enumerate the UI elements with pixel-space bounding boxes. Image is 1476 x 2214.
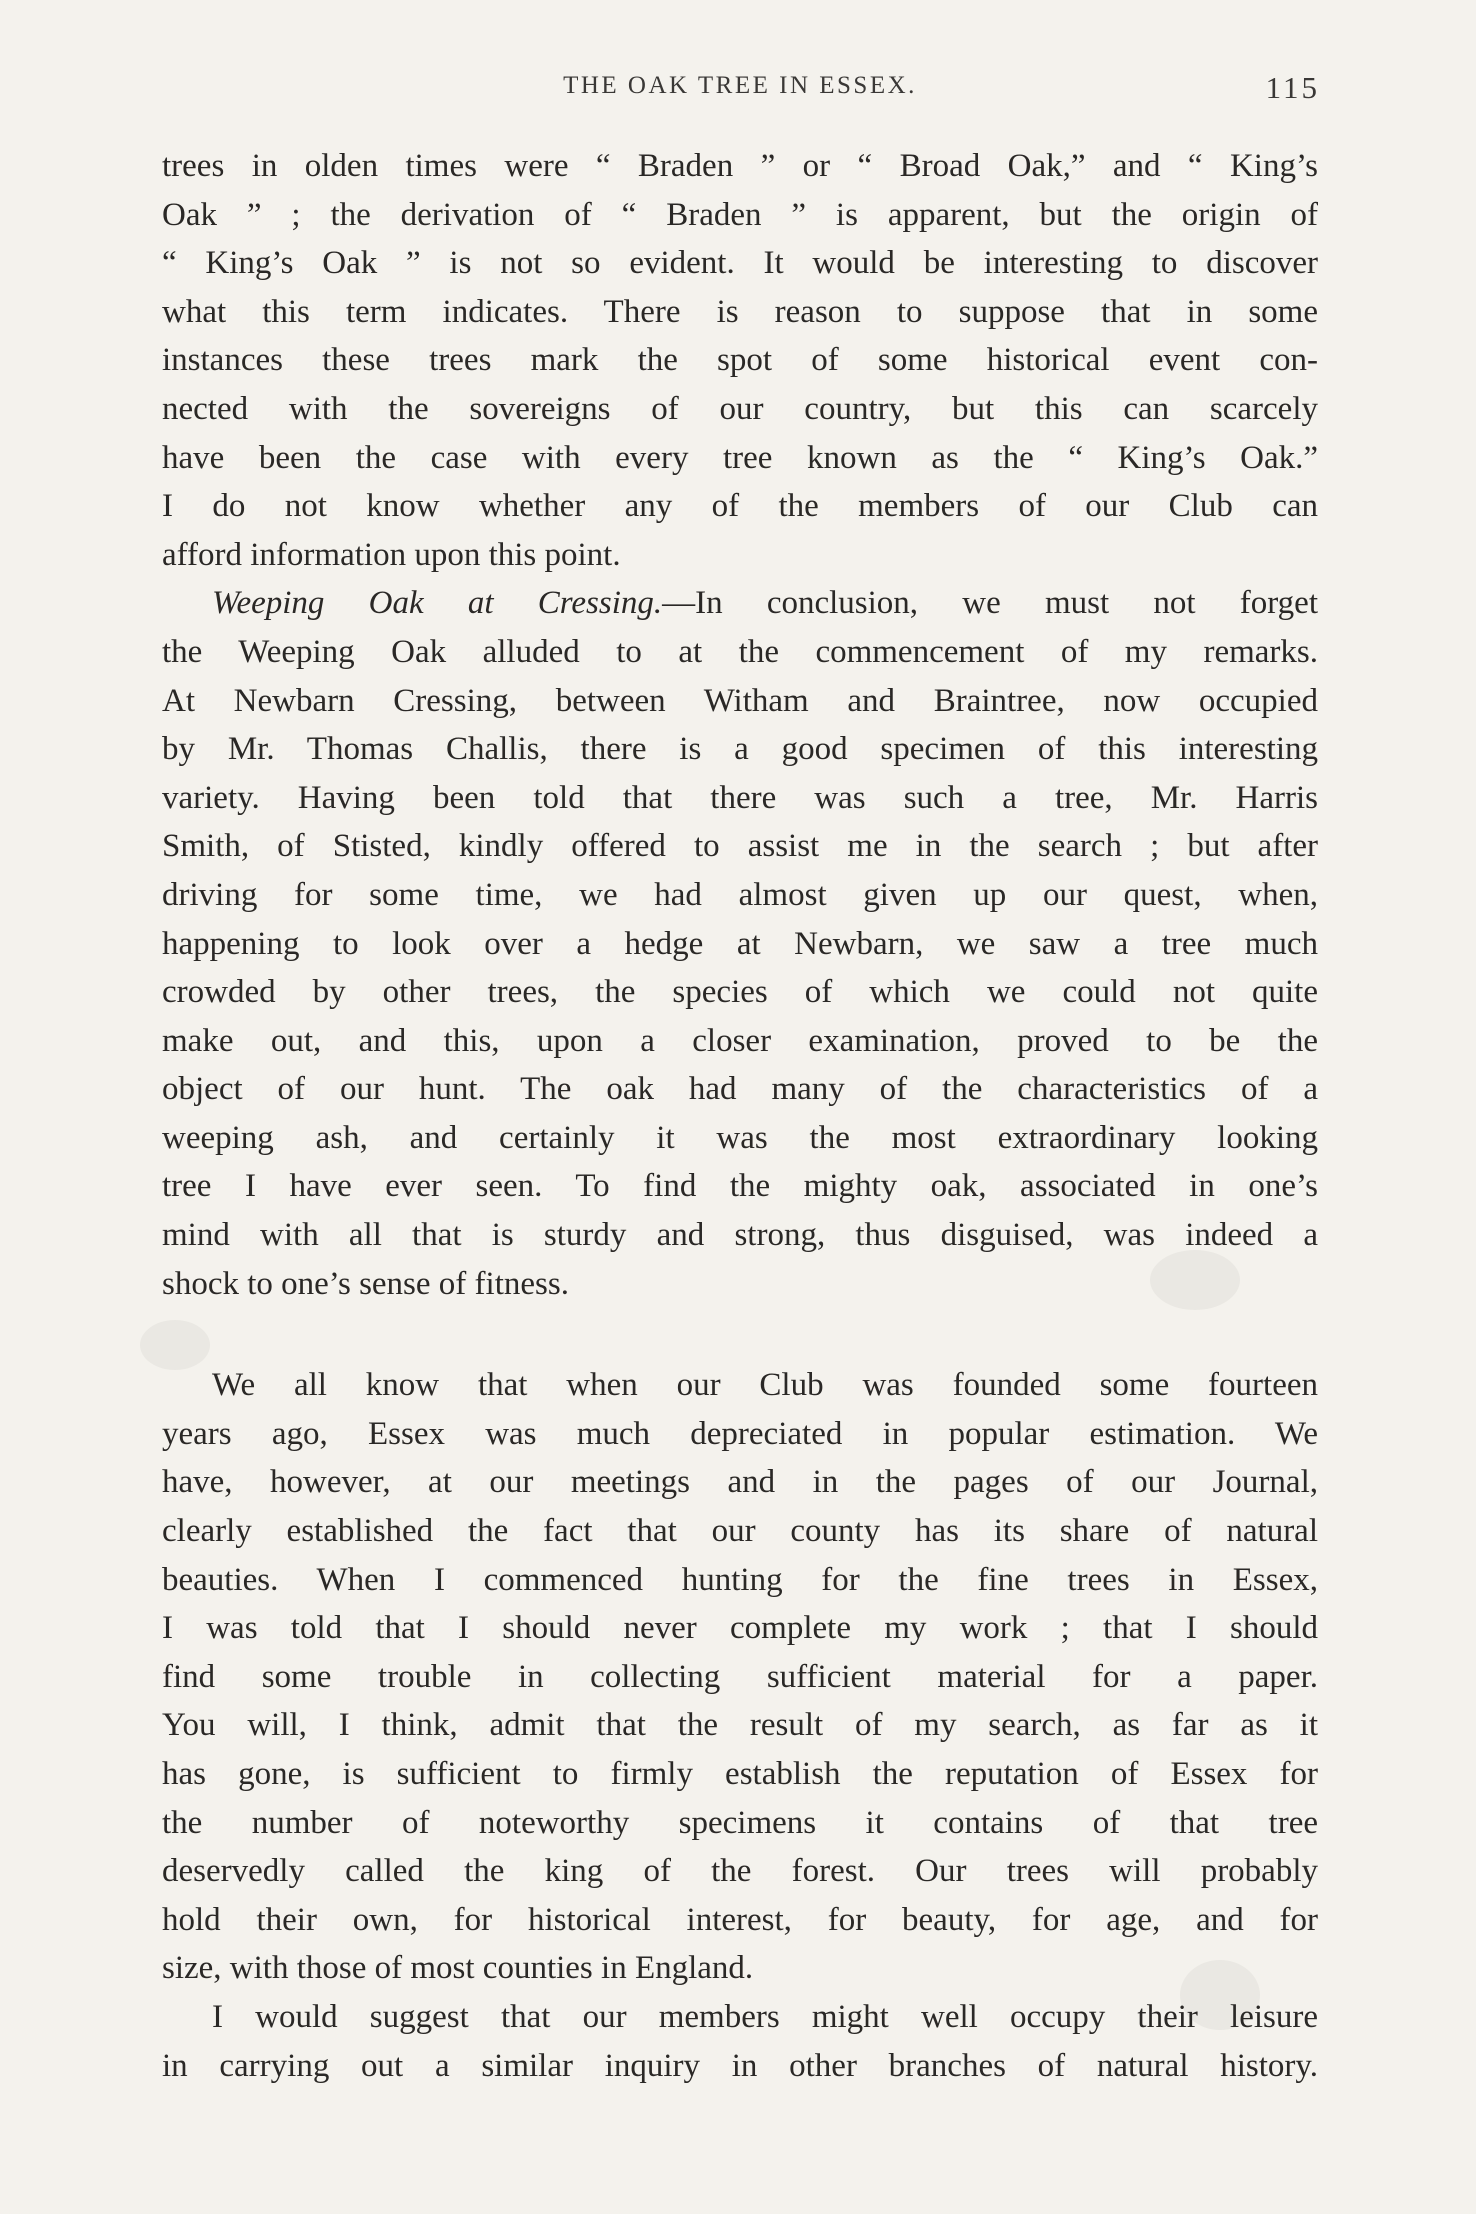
text-line: have been the case with every tree known as the “ King’s Oak.” (162, 439, 1318, 476)
text-line: afford information upon this point. (162, 536, 621, 573)
text-line: Oak ” ; the derivation of “ Braden ” is apparent, but the origin of (162, 196, 1318, 233)
paragraph-essex-reputation (162, 1361, 1318, 1993)
text-line: make out, and this, upon a closer examination, proved to be the (162, 1022, 1318, 1059)
text-line: Smith, of Stisted, kindly offered to assist me in the search ; but after (162, 828, 1318, 865)
text-line: what this term indicates. There is reason to suppose that in some (162, 293, 1318, 330)
text-fragment: —In conclusion, we must not forget (662, 585, 1318, 622)
text-line: by Mr. Thomas Challis, there is a good specimen of this interesting (162, 731, 1318, 768)
section-break (162, 1308, 1318, 1361)
text-line: size, with those of most counties in England. (162, 1950, 754, 1987)
text-line: deservedly called the king of the forest. Our trees will probably (162, 1853, 1318, 1890)
section-heading-weeping-oak: Weeping Oak at Cressing. (212, 585, 663, 622)
paragraph-kings-oak (162, 142, 1318, 579)
text-line: shock to one’s sense of fitness. (162, 1265, 569, 1302)
body-text (162, 142, 1318, 2090)
text-line: the number of noteworthy specimens it contains of that tree (162, 1804, 1318, 1841)
text-line: hold their own, for historical interest, for beauty, for age, and for (162, 1901, 1318, 1938)
running-head (160, 72, 1320, 112)
text-line: I was told that I should never complete my work ; that I should (162, 1610, 1318, 1647)
text-line: nected with the sovereigns of our country, but this can scarcely (162, 390, 1318, 427)
text-line: years ago, Essex was much depreciated in popular estimation. We (162, 1415, 1318, 1452)
text-line: the Weeping Oak alluded to at the commencement of my remarks. (162, 633, 1318, 670)
text-line: instances these trees mark the spot of some historical event con- (162, 342, 1318, 379)
text-line: At Newbarn Cressing, between Witham and Braintree, now occupied (162, 682, 1318, 719)
text-line: We all know that when our Club was founded some fourteen (212, 1367, 1318, 1404)
paragraph-weeping-oak (162, 579, 1318, 1308)
text-line: trees in olden times were “ Braden ” or “ Broad Oak,” and “ King’s (162, 148, 1318, 184)
text-line: variety. Having been told that there was such a tree, Mr. Harris (162, 779, 1318, 816)
text-line: You will, I think, admit that the result of my search, as far as it (162, 1707, 1318, 1744)
page-number: 115 (1265, 70, 1320, 105)
text-line: happening to look over a hedge at Newbarn, we saw a tree much (162, 925, 1318, 962)
text-line: crowded by other trees, the species of which we could not quite (162, 974, 1318, 1011)
text-line: clearly established the fact that our county has its share of natural (162, 1513, 1318, 1550)
text-line: weeping ash, and certainly it was the most extraordinary looking (162, 1119, 1318, 1156)
text-line: driving for some time, we had almost given up our quest, when, (162, 876, 1318, 913)
text-line: “ King’s Oak ” is not so evident. It would be interesting to discover (162, 245, 1318, 282)
text-line: beauties. When I commenced hunting for the fine trees in Essex, (162, 1561, 1318, 1598)
text-line: mind with all that is sturdy and strong, thus disguised, was indeed a (162, 1217, 1318, 1254)
text-line: has gone, is sufficient to firmly establish the reputation of Essex for (162, 1756, 1318, 1792)
paragraph-suggestion (162, 1993, 1318, 2090)
running-title: THE OAK TREE IN ESSEX. (563, 72, 917, 99)
text-line: I would suggest that our members might well occupy their leisure (212, 1998, 1318, 2035)
text-line: in carrying out a similar inquiry in other branches of natural history. (162, 2047, 1318, 2084)
text-line: have, however, at our meetings and in the pages of our Journal, (162, 1464, 1318, 1501)
text-line: find some trouble in collecting sufficient material for a paper. (162, 1658, 1318, 1695)
text-line: I do not know whether any of the members of our Club can (162, 488, 1318, 525)
text-line (162, 579, 1318, 628)
text-line: tree I have ever seen. To find the mighty oak, associated in one’s (162, 1168, 1318, 1205)
text-line: object of our hunt. The oak had many of the characteristics of a (162, 1071, 1318, 1108)
